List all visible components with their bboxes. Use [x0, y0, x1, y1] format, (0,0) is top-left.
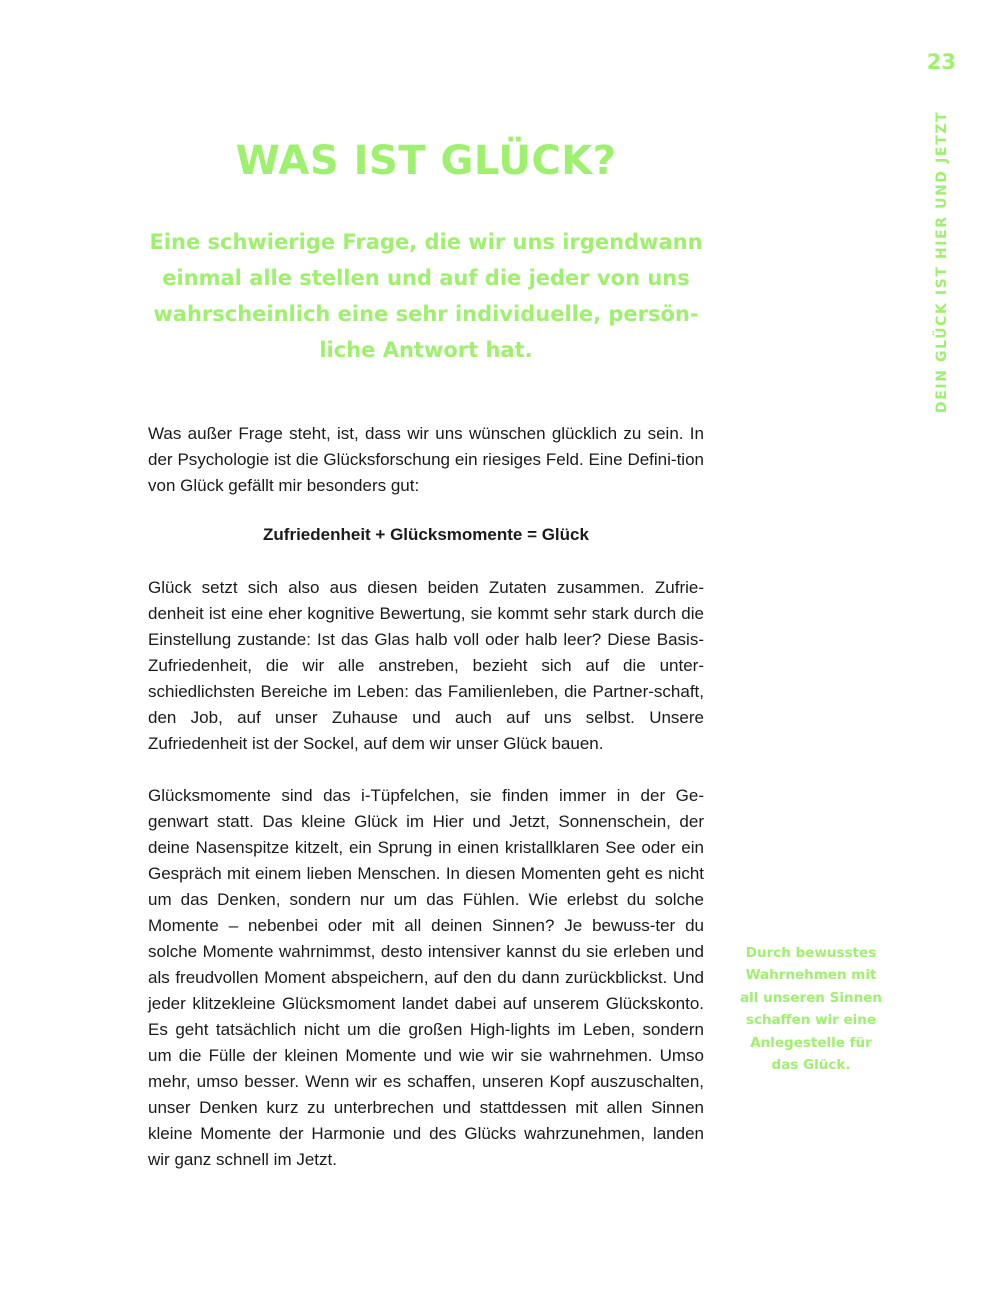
body-paragraph-1: Was außer Frage steht, ist, dass wir uns wünschen glücklich zu sein. In der Psychologie ist die Glücksforschung ein riesiges Feld. Eine Defini-tion von Glück gefällt mir besonders gut: [148, 424, 704, 495]
lead-text: Eine schwierige Frage, die wir uns irgendwann einmal alle stellen und auf die jeder von uns wahrscheinlich eine sehr individuelle, persön-liche Antwort hat. [149, 230, 703, 362]
running-head: DEIN GLÜCK IST HIER UND JETZT [934, 110, 950, 413]
body-paragraph-2: Glück setzt sich also aus diesen beiden Zutaten zusammen. Zufrie-denheit ist eine eher kognitive Bewertung, sie kommt sehr stark durch die Einstellung zustande: Ist das Glas halb voll oder halb leer? Diese Basis-Zufriedenheit, die wir alle anstreben, bezieht sich auf die unter-schiedlichsten Bereiche im Leben: das Familienleben, die Partner-schaft, den Job, auf unser Zuhause und auch auf uns selbst. Unsere Zufriedenheit ist der Sockel, auf dem wir unser Glück bauen. [148, 578, 704, 753]
page-number: 23 [926, 50, 956, 74]
page-title: WAS IST GLÜCK? [235, 138, 617, 184]
margin-note: Durch bewusstes Wahrnehmen mit all unseren Sinnen schaffen wir eine Anlegestelle für das Glück. [740, 945, 882, 1074]
happiness-formula: Zufriedenheit + Glücksmomente = Glück [263, 525, 589, 544]
body-paragraph-3: Glücksmomente sind das i-Tüpfelchen, sie finden immer in der Ge-genwart statt. Das kleine Glück im Hier und Jetzt, Sonnenschein, der deine Nasenspitze kitzelt, ein Sprung in einen kristallklaren See oder ein Gespräch mit einem lieben Menschen. In diesen Momenten geht es nicht um das Denken, sondern nur um das Fühlen. Wie erlebst du solche Momente – nebenbei oder mit all deinen Sinnen? Je bewuss-ter du solche Momente wahrnimmst, desto intensiver kannst du sie erleben und als freudvollen Moment abspeichern, auf den du dann zurückblickst. Und jeder klitzekleine Glücksmoment landet dabei auf unserem Glückskonto. Es geht tatsächlich nicht um die großen High-lights im Leben, sondern um die Fülle der kleinen Momente und wie wir sie wahrnehmen. Umso mehr, umso besser. Wenn wir es schaffen, unseren Kopf auszuschalten, unser Denken kurz zu unterbrechen und stattdessen mit allen Sinnen kleine Momente der Harmonie und des Glücks wahrzunehmen, landen wir ganz schnell im Jetzt. [148, 786, 704, 1169]
